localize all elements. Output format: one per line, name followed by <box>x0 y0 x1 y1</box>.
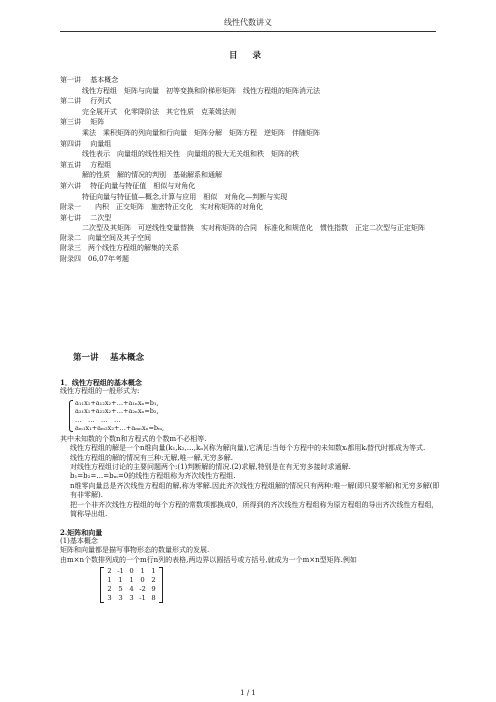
heading-matrix-vector: 2.矩阵和向量 <box>60 527 103 537</box>
matrix-cell: 0 <box>140 576 145 585</box>
toc-entry[interactable]: 附录三 两个线性方程组的解集的关系 <box>60 244 179 253</box>
matrix-cell: 3 <box>129 593 134 602</box>
page-number: 1 / 1 <box>240 689 256 697</box>
matrix-cell: 5 <box>118 584 123 593</box>
equation-system <box>72 399 440 433</box>
toc-entry[interactable]: 附录四 06,07年考题 <box>60 254 130 263</box>
toc-subentry[interactable]: 二次型及其矩阵 可逆线性变量替换 实对称矩阵的合同 标准化和规范化 惯性指数 正定二次型与正定矩阵 <box>82 224 425 233</box>
toc-subentry[interactable]: 线性方程组 矩阵与向量 初等变换和阶梯形矩阵 线性方程组的矩阵消元法 <box>82 86 320 95</box>
matrix-cell: 0 <box>129 567 134 576</box>
matrix-cell: 4 <box>129 584 134 593</box>
toc-entry[interactable]: 第七讲 二次型 <box>60 213 112 222</box>
matrix-cell: 3 <box>118 593 123 602</box>
toc-title: 目 录 <box>229 51 267 61</box>
matrix-row <box>104 567 159 576</box>
matrix-cell: 2 <box>107 567 112 576</box>
paragraph: 线性方程组的解是一个n维向量(k₁,k₂,…,kₙ)(称为解向量),它满足:当每个方程中的未知数xᵢ都用kᵢ替代时都成为等式. <box>70 444 426 453</box>
example-matrix <box>100 567 163 602</box>
matrix-cell: 8 <box>151 593 156 602</box>
matrix-row <box>104 594 159 603</box>
paragraph: 矩阵和向量都是描写事物形态的数量形式的发展. <box>60 546 210 555</box>
paragraph: 线性方程组的解的情况有三种:无解,唯一解,无穷多解. <box>70 453 234 462</box>
toc-entry[interactable]: 第五讲 方程组 <box>60 160 112 169</box>
paragraph: b₁=b₂=…=bₘ=0的线性方程组称为齐次线性方程组. <box>70 472 236 481</box>
toc-subentry[interactable]: 乘法 乘积矩阵的列向量和行向量 矩阵分解 矩阵方程 逆矩阵 伴随矩阵 <box>82 128 320 137</box>
matrix-cell: 1 <box>151 567 156 576</box>
equation-line: a₁₁x₁+a₁₂x₂+…+a₁ₙxₙ=b₁, <box>75 398 159 407</box>
table-of-contents <box>60 76 440 266</box>
toc-entry[interactable]: 附录二 向量空间及其子空间 <box>60 233 151 242</box>
matrix-cell: 1 <box>118 576 123 585</box>
paragraph: 其中未知数的个数n和方程式的个数m不必相等. <box>60 434 207 443</box>
paragraph: 对线性方程组讨论的主要问题两个:(1)判断解的情况.(2)求解,特别是在有无穷多接时求通解. <box>70 462 351 471</box>
matrix-cell: -1 <box>117 567 124 576</box>
paragraph: n维零向量总是齐次线性方程组的解,称为零解.因此齐次线性方程组解的情况只有两种:唯一解(即只要零解)和无穷多解(即有非零解). <box>70 481 440 500</box>
paragraph: (1)基本概念 <box>60 537 98 545</box>
matrix-cell: 2 <box>107 584 112 593</box>
paragraph: 由m×n个数排列成的一个m行n列的表格,两边界以圆括号或方括号,就成为一个m×n型矩阵.例如 <box>60 555 357 564</box>
toc-entry[interactable]: 第一讲 基本概念 <box>60 76 119 84</box>
toc-subentry[interactable]: 解的性质 解的情况的判别 基础解系和通解 <box>82 171 222 180</box>
matrix-cell: 3 <box>107 593 112 602</box>
matrix-row <box>104 576 159 585</box>
toc-subentry[interactable]: 特征向量与特征值—概念,计算与应用 相似 对角化—判断与实现 <box>82 192 288 201</box>
equation-line: aₘ₁x₁+aₘ₂x₂+…+aₘₙxₙ=bₘ, <box>75 424 165 433</box>
toc-entry[interactable]: 附录一 内积 正交矩阵 施密特正交化 实对称矩阵的对角化 <box>60 203 263 212</box>
section-title: 第一讲 基本概念 <box>73 353 144 363</box>
matrix-cell: 1 <box>129 576 134 585</box>
toc-subentry[interactable]: 完全展开式 化零降阶法 其它性质 克莱姆法则 <box>82 107 236 116</box>
toc-subentry[interactable]: 线性表示 向量组的线性相关性 向量组的极大无关组和秩 矩阵的秩 <box>82 150 299 159</box>
matrix-row <box>104 585 159 594</box>
matrix-cell: 1 <box>140 567 145 576</box>
paragraph: 把一个非齐次线性方程组的每个方程的常数项都换成0，所得到的齐次线性方程组称为原方程组的导出齐次线性方程组，简称导出组. <box>70 500 439 519</box>
toc-entry[interactable]: 第四讲 向量组 <box>60 139 112 148</box>
matrix-cell: 1 <box>107 576 112 585</box>
matrix-cell: -2 <box>139 584 146 593</box>
page-header: 线性代数讲义 <box>224 18 272 27</box>
equation-line: a₂₁x₁+a₂₂x₂+…+a₂ₙxₙ=b₂, <box>75 407 159 416</box>
toc-entry[interactable]: 第三讲 矩阵 <box>60 118 105 127</box>
section-body <box>60 378 440 603</box>
header-rule <box>60 31 436 32</box>
matrix-cell: -1 <box>139 593 146 602</box>
toc-entry[interactable]: 第二讲 行列式 <box>60 97 112 106</box>
heading-linear-systems: 1．线性方程组的基本概念 <box>60 378 142 387</box>
matrix-cell: 2 <box>151 576 156 585</box>
equation-line: … … … … <box>75 415 121 424</box>
toc-entry[interactable]: 第六讲 特征向量与特征值 相似与对角化 <box>60 181 196 190</box>
paragraph: 线性方程组的一般形式为: <box>60 387 140 396</box>
matrix-cell: 9 <box>151 584 156 593</box>
